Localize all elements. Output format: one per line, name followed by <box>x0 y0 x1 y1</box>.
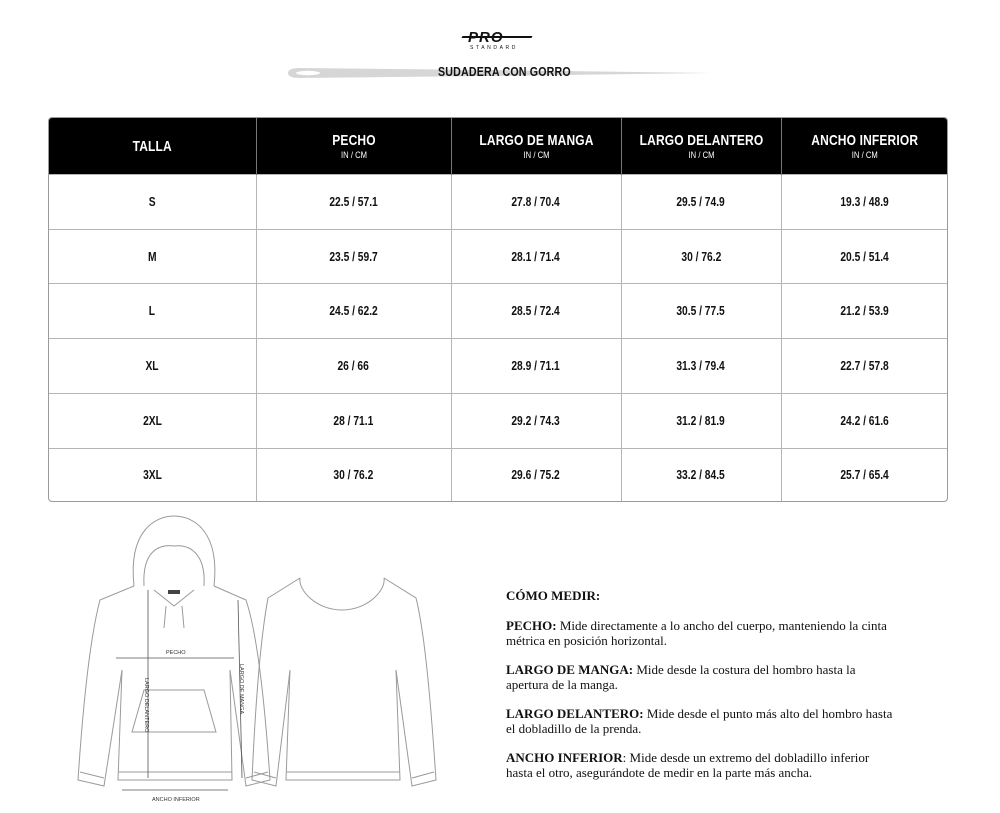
howto-item <box>506 618 896 648</box>
cell-largo-manga: 27.8 / 70.4 <box>451 175 621 230</box>
table-header-row <box>49 118 947 175</box>
cell-pecho: 30 / 76.2 <box>256 448 451 501</box>
brand-name: PRO <box>468 29 504 46</box>
howto-item <box>506 706 896 736</box>
cell-largo-delantero: 33.2 / 84.5 <box>621 448 781 501</box>
size-table <box>48 117 948 502</box>
cell-size: L <box>49 284 256 339</box>
cell-pecho: 22.5 / 57.1 <box>256 175 451 230</box>
cell-size: XL <box>49 339 256 394</box>
cell-largo-delantero: 31.3 / 79.4 <box>621 339 781 394</box>
largo-delantero-label: LARGO DELANTERO <box>143 678 149 733</box>
table-row <box>49 175 947 230</box>
cell-size: S <box>49 175 256 230</box>
header-talla: TALLA <box>49 118 256 175</box>
howto-term: PECHO: <box>506 618 557 633</box>
howto-term: LARGO DE MANGA: <box>506 662 634 677</box>
page-title: SUDADERA CON GORRO <box>438 64 571 79</box>
cell-ancho-inferior: 21.2 / 53.9 <box>781 284 947 339</box>
largo-manga-label: LARGO DE MANGA <box>238 664 244 715</box>
howto-item <box>506 662 896 692</box>
howto-text: Mide desde el punto más alto del hombro hasta el dobladillo de la prenda. <box>506 706 893 736</box>
cell-ancho-inferior: 25.7 / 65.4 <box>781 448 947 501</box>
howto-text: : Mide desde un extremo del dobladillo inferior hasta el otro, asegurándote de medir en la parte más ancha. <box>506 750 870 780</box>
cell-largo-manga: 28.5 / 72.4 <box>451 284 621 339</box>
cell-largo-manga: 28.9 / 71.1 <box>451 339 621 394</box>
cell-largo-delantero: 30.5 / 77.5 <box>621 284 781 339</box>
cell-largo-manga: 28.1 / 71.4 <box>451 229 621 284</box>
how-to-measure <box>506 588 896 794</box>
cell-pecho: 28 / 71.1 <box>256 393 451 448</box>
ancho-inferior-label: ANCHO INFERIOR <box>152 797 200 803</box>
pecho-label: PECHO <box>166 650 186 656</box>
table-row <box>49 339 947 394</box>
cell-pecho: 23.5 / 59.7 <box>256 229 451 284</box>
howto-item <box>506 750 896 780</box>
cell-size: 2XL <box>49 393 256 448</box>
brand-sub: STANDARD <box>470 45 518 51</box>
cell-largo-manga: 29.2 / 74.3 <box>451 393 621 448</box>
cell-largo-delantero: 30 / 76.2 <box>621 229 781 284</box>
cell-pecho: 26 / 66 <box>256 339 451 394</box>
table-row <box>49 229 947 284</box>
cell-ancho-inferior: 19.3 / 48.9 <box>781 175 947 230</box>
table-row <box>49 284 947 339</box>
cell-ancho-inferior: 20.5 / 51.4 <box>781 229 947 284</box>
hoodie-back-illustration <box>252 578 436 786</box>
cell-largo-manga: 29.6 / 75.2 <box>451 448 621 501</box>
hoodie-diagram <box>70 510 450 805</box>
header-ancho-inferior: ANCHO INFERIOR IN / CM <box>781 118 947 175</box>
cell-size: 3XL <box>49 448 256 501</box>
cell-largo-delantero: 31.2 / 81.9 <box>621 393 781 448</box>
cell-pecho: 24.5 / 62.2 <box>256 284 451 339</box>
howto-text: Mide desde la costura del hombro hasta la apertura de la manga. <box>506 662 856 692</box>
cell-ancho-inferior: 22.7 / 57.8 <box>781 339 947 394</box>
howto-term: ANCHO INFERIOR <box>506 750 623 765</box>
cell-ancho-inferior: 24.2 / 61.6 <box>781 393 947 448</box>
howto-term: LARGO DELANTERO: <box>506 706 644 721</box>
howto-text: Mide directamente a lo ancho del cuerpo, manteniendo la cinta métrica en posición horizontal. <box>506 618 887 648</box>
table-row <box>49 448 947 501</box>
header-pecho: PECHO IN / CM <box>256 118 451 175</box>
how-to-title: CÓMO MEDIR: <box>506 588 601 603</box>
header-largo-delantero: LARGO DELANTERO IN / CM <box>621 118 781 175</box>
header-largo-manga: LARGO DE MANGA IN / CM <box>451 118 621 175</box>
brand-logo <box>462 29 538 55</box>
table-row <box>49 393 947 448</box>
cell-size: M <box>49 229 256 284</box>
cell-largo-delantero: 29.5 / 74.9 <box>621 175 781 230</box>
